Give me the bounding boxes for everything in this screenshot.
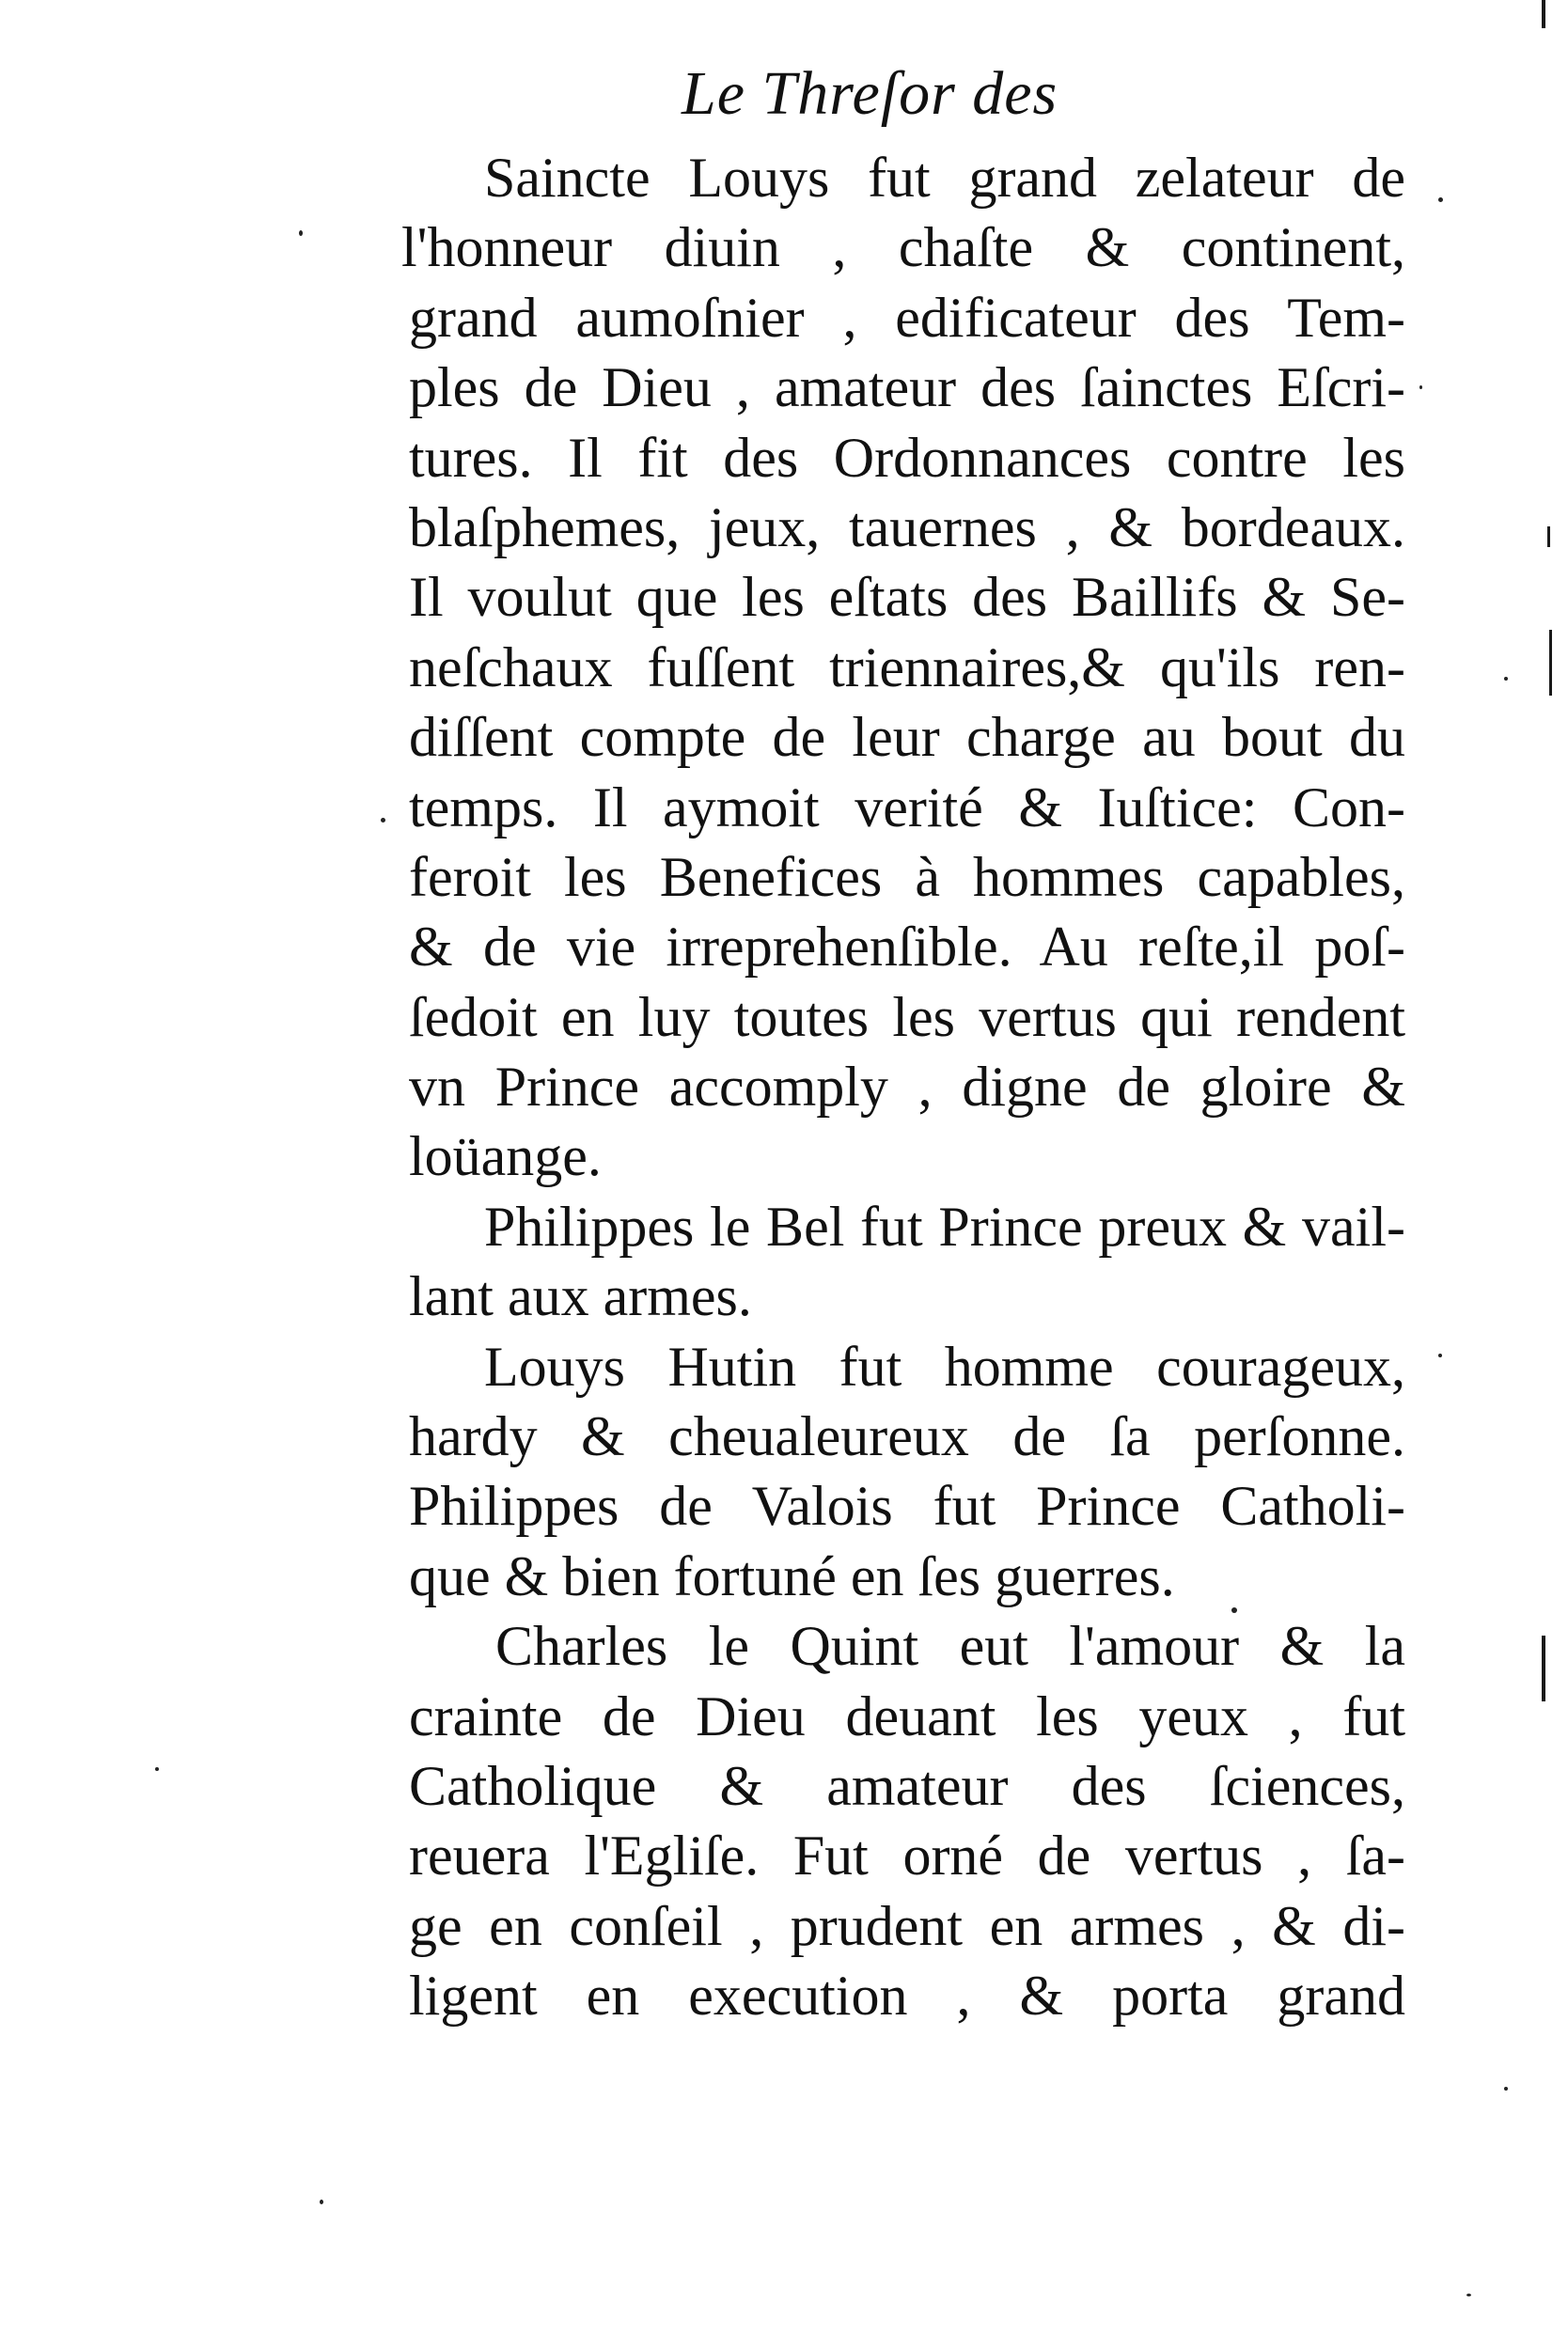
- text-line: Charles le Quint eut l'amour & la: [495, 1615, 1405, 1678]
- text-block: [401, 143, 1405, 2031]
- text-line: vn Prince accomply , digne de gloire &: [409, 1056, 1405, 1119]
- scan-speck: [299, 230, 303, 236]
- scan-speck: [1504, 2087, 1508, 2091]
- text-line: ples de Dieu , amateur des ſainctes Eſcri-: [409, 356, 1405, 419]
- text-line: feroit les Benefices à hommes capables,: [409, 845, 1405, 908]
- page-edge-mark: [1542, 1636, 1545, 1701]
- text-line: tures. Il fit des Ordonnances contre les: [409, 426, 1405, 489]
- text-line: ge en conſeil , prudent en armes , & di-: [409, 1894, 1405, 1957]
- text-line: reuera l'Egliſe. Fut orné de vertus , ſa-: [409, 1825, 1405, 1888]
- text-line: lant aux armes.: [409, 1265, 752, 1328]
- text-line: grand aumoſnier , edificateur des Tem-: [409, 286, 1405, 349]
- text-line: loüange.: [409, 1125, 602, 1188]
- page-edge-mark: [1547, 526, 1550, 547]
- scan-speck: [155, 1767, 159, 1771]
- text-line: Catholique & amateur des ſciences,: [409, 1754, 1405, 1817]
- scan-speck: [1231, 1607, 1237, 1613]
- scan-speck: [1438, 197, 1443, 202]
- text-line: Louys Hutin fut homme courageux,: [484, 1335, 1405, 1398]
- text-line: Saincte Louys fut grand zelateur de: [484, 147, 1405, 209]
- text-line: neſchaux fuſſent triennaires,& qu'ils ren-: [409, 635, 1405, 698]
- scan-speck: [381, 818, 385, 822]
- text-line: crainte de Dieu deuant les yeux , fut: [409, 1684, 1405, 1747]
- scan-speck: [1419, 385, 1422, 389]
- text-line: Philippes de Valois fut Prince Catholi-: [409, 1475, 1405, 1538]
- text-line: & de vie irreprehenſible. Au reſte,il poſ-: [409, 916, 1405, 979]
- text-line: blaſphemes, jeux, tauernes , & bordeaux.: [409, 495, 1405, 558]
- scan-speck: [1466, 2294, 1471, 2296]
- scan-speck: [1438, 1354, 1442, 1357]
- text-line: Il voulut que les eſtats des Baillifs & Se-: [409, 566, 1405, 629]
- text-line: que & bien fortuné en ſes guerres.: [409, 1544, 1175, 1607]
- scan-speck: [320, 2200, 323, 2204]
- text-line: temps. Il aymoit verité & Iuſtice: Con-: [409, 776, 1405, 838]
- page-edge-mark: [1542, 0, 1545, 28]
- text-line: l'honneur diuin , chaſte & continent,: [401, 216, 1405, 279]
- running-head: Le Threſor des: [682, 59, 1058, 128]
- page-edge-mark: [1549, 630, 1552, 696]
- text-line: Philippes le Bel fut Prince preux & vail-: [484, 1195, 1405, 1258]
- scan-speck: [1504, 677, 1508, 681]
- text-line: hardy & cheualeureux de ſa perſonne.: [409, 1405, 1405, 1468]
- text-line: diſſent compte de leur charge au bout du: [409, 706, 1405, 769]
- text-line: ligent en execution , & porta grand: [409, 1965, 1405, 2028]
- text-line: ſedoit en luy toutes les vertus qui rendent: [409, 985, 1405, 1048]
